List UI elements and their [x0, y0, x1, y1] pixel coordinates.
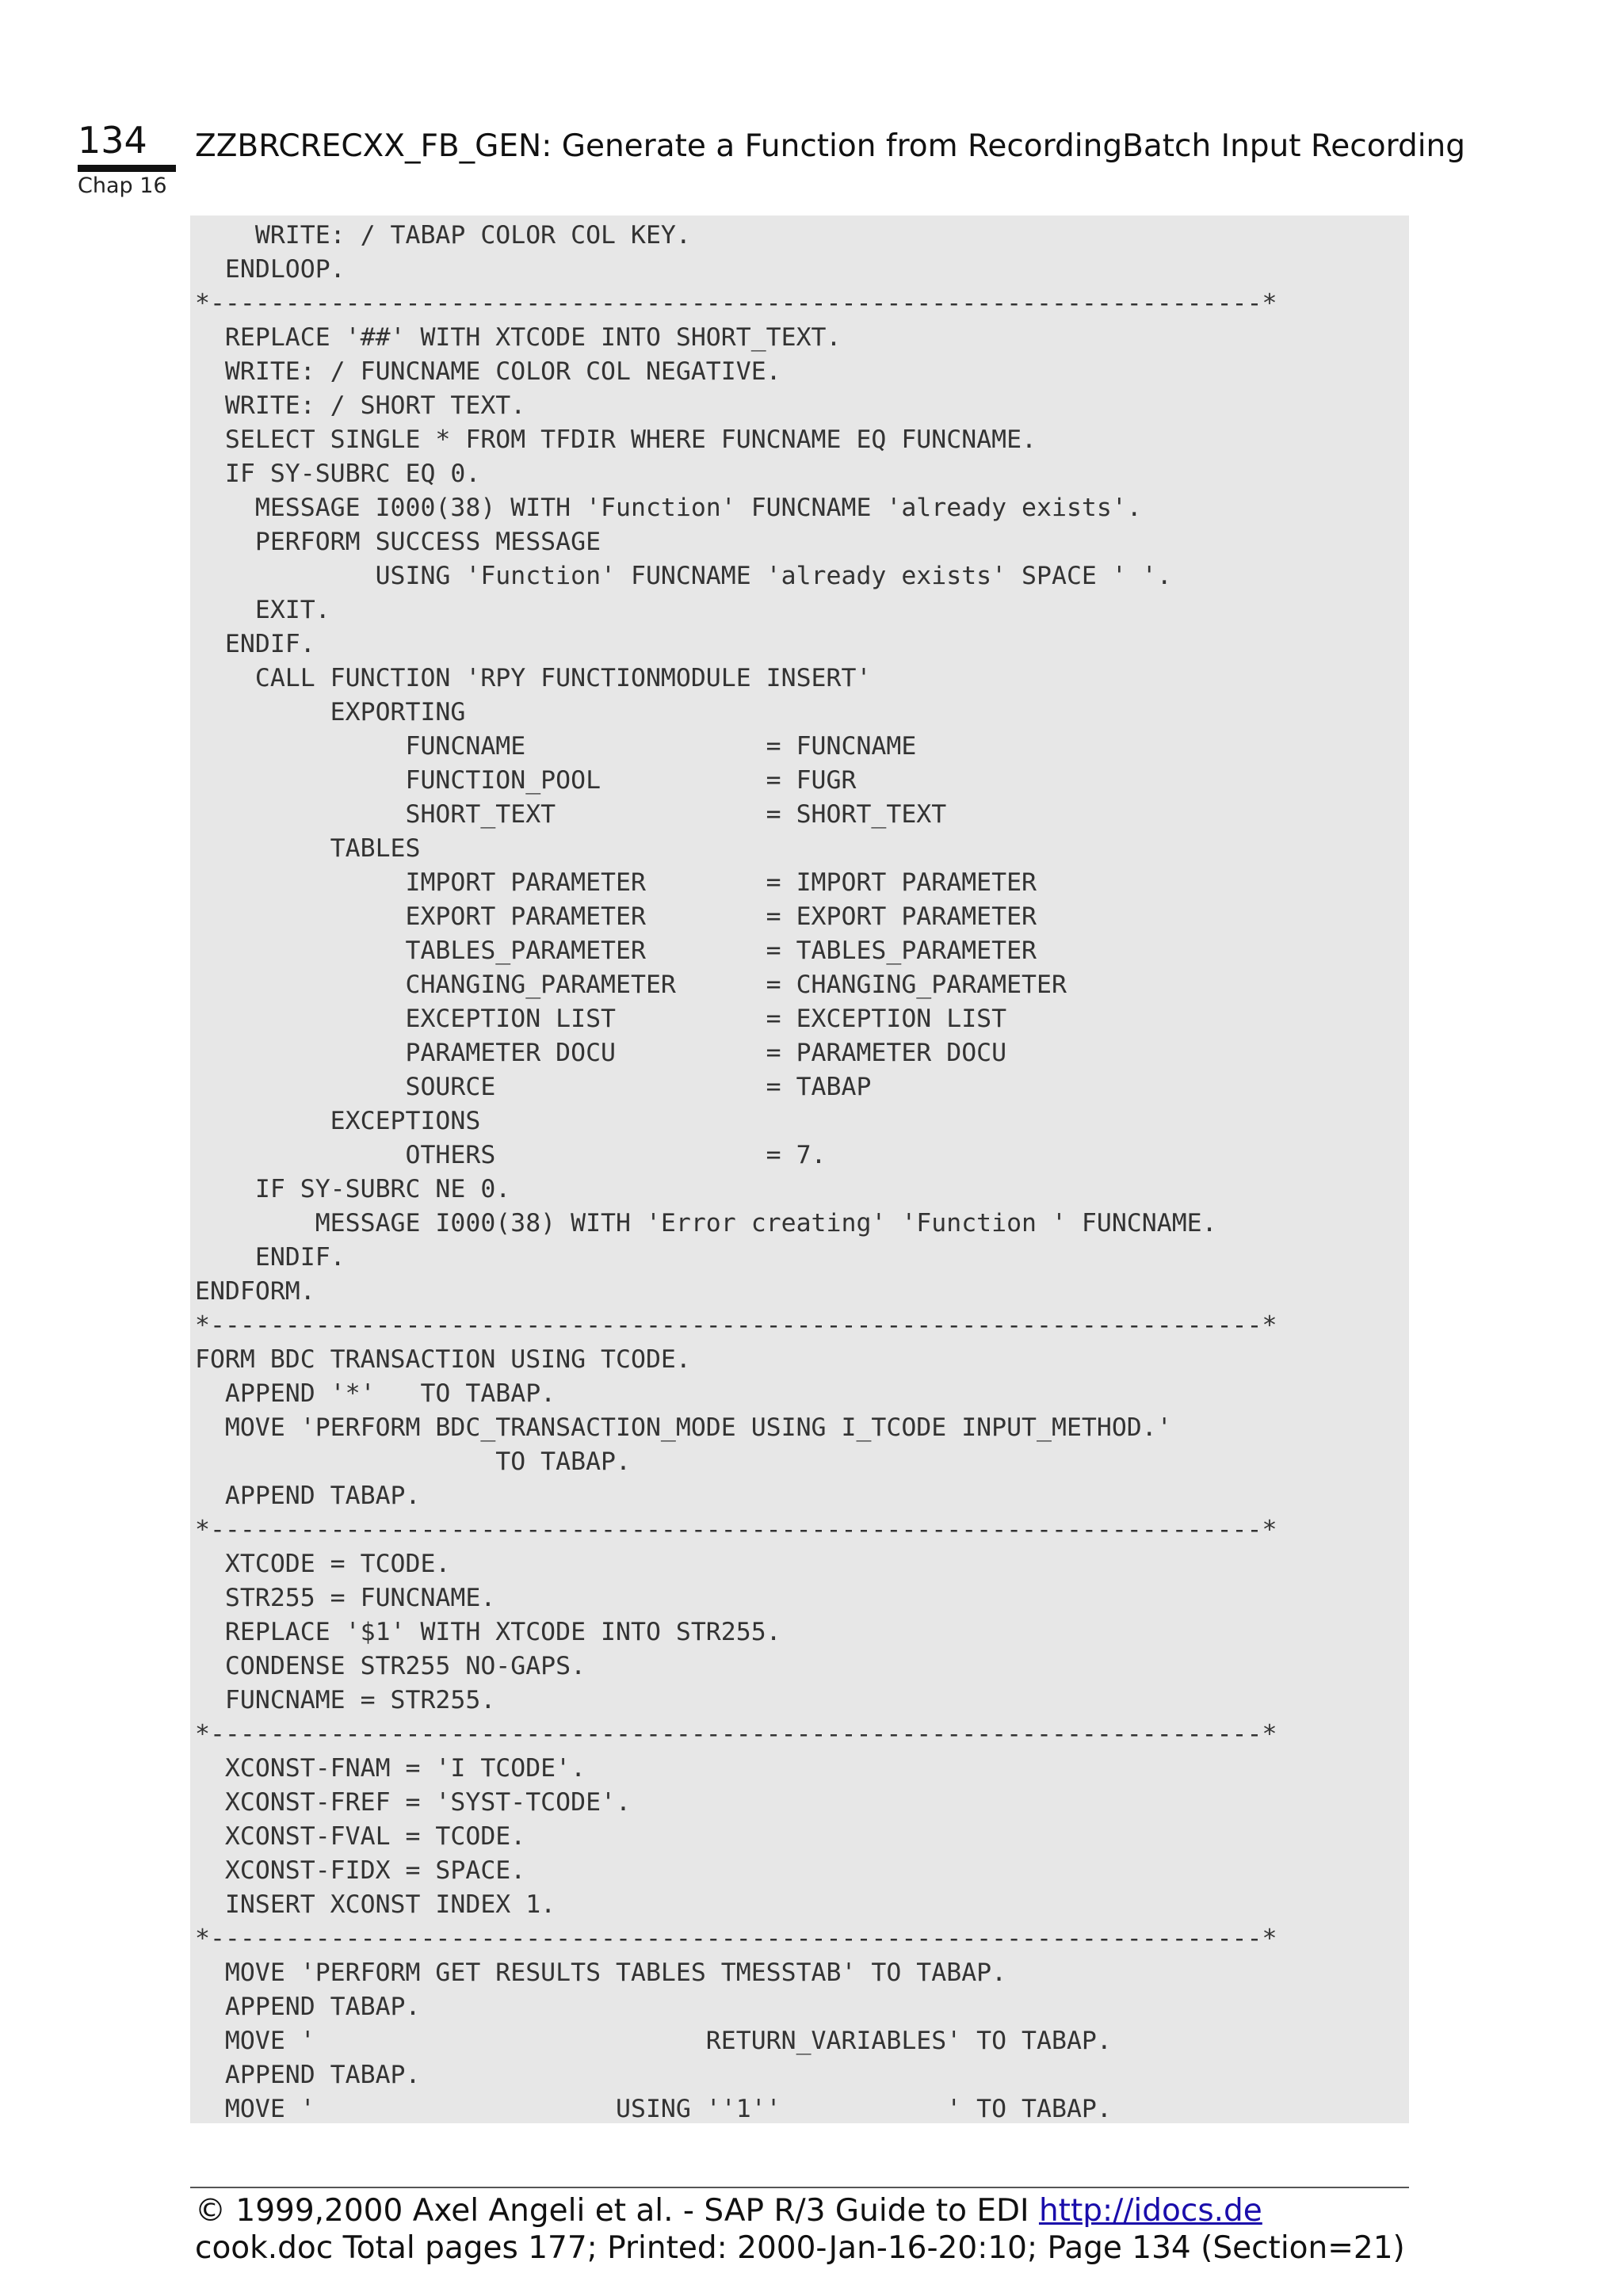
- code-line: *----------------------------------------------------------------------*: [195, 1720, 1277, 1749]
- code-line: MOVE 'PERFORM BDC_TRANSACTION_MODE USING I_TCODE INPUT_METHOD.': [195, 1413, 1172, 1442]
- code-line: *----------------------------------------------------------------------*: [195, 289, 1277, 318]
- code-line: ENDFORM.: [195, 1277, 315, 1306]
- chapter-label: Chap 16: [78, 174, 167, 198]
- code-line: REPLACE '##' WITH XTCODE INTO SHORT_TEXT.: [195, 323, 842, 352]
- code-line: TABLES: [195, 834, 421, 863]
- code-line: TO TABAP.: [195, 1447, 631, 1476]
- footer-print-info: cook.doc Total pages 177; Printed: 2000-Jan-16-20:10; Page 134 (Section=21): [195, 2230, 1405, 2266]
- code-line: USING 'Function' FUNCNAME 'already exists' SPACE ' '.: [195, 562, 1172, 590]
- code-line: CONDENSE STR255 NO-GAPS.: [195, 1652, 586, 1680]
- code-line: FUNCNAME = STR255.: [195, 1686, 496, 1714]
- code-line: XCONST-FREF = 'SYST-TCODE'.: [195, 1788, 631, 1817]
- code-line: INSERT XCONST INDEX 1.: [195, 1890, 556, 1919]
- code-line: SELECT SINGLE * FROM TFDIR WHERE FUNCNAME EQ FUNCNAME.: [195, 425, 1037, 454]
- code-line: REPLACE '$1' WITH XTCODE INTO STR255.: [195, 1618, 781, 1646]
- code-line: XCONST-FVAL = TCODE.: [195, 1822, 526, 1851]
- code-line: IMPORT PARAMETER = IMPORT PARAMETER: [195, 868, 1037, 897]
- code-line: IF SY-SUBRC NE 0.: [195, 1175, 511, 1203]
- code-line: MESSAGE I000(38) WITH 'Error creating' 'Function ' FUNCNAME.: [195, 1209, 1217, 1238]
- code-line: EXPORT PARAMETER = EXPORT PARAMETER: [195, 902, 1037, 931]
- code-line: SHORT_TEXT = SHORT_TEXT: [195, 800, 947, 829]
- code-line: STR255 = FUNCNAME.: [195, 1584, 496, 1612]
- page-number-underline: [78, 165, 176, 172]
- code-line: CALL FUNCTION 'RPY FUNCTIONMODULE INSERT': [195, 664, 872, 692]
- code-line: ENDLOOP.: [195, 255, 346, 284]
- code-line: XCONST-FNAM = 'I TCODE'.: [195, 1754, 586, 1783]
- footer-divider: [190, 2187, 1409, 2188]
- code-line: *----------------------------------------------------------------------*: [195, 1311, 1277, 1340]
- code-line: XCONST-FIDX = SPACE.: [195, 1856, 526, 1885]
- code-line: *----------------------------------------------------------------------*: [195, 1924, 1277, 1953]
- code-line: MOVE 'PERFORM GET RESULTS TABLES TMESSTAB' TO TABAP.: [195, 1958, 1007, 1987]
- code-line: MOVE ' RETURN_VARIABLES' TO TABAP.: [195, 2027, 1112, 2055]
- code-line: FUNCNAME = FUNCNAME: [195, 732, 917, 761]
- code-line: EXCEPTIONS: [195, 1107, 481, 1135]
- code-line: TABLES_PARAMETER = TABLES_PARAMETER: [195, 936, 1037, 965]
- code-line: XTCODE = TCODE.: [195, 1550, 451, 1578]
- code-line: CHANGING_PARAMETER = CHANGING_PARAMETER: [195, 971, 1067, 999]
- code-line: PERFORM SUCCESS MESSAGE: [195, 528, 601, 556]
- copyright-text: © 1999,2000 Axel Angeli et al. - SAP R/3 Guide to EDI: [195, 2193, 1029, 2229]
- code-line: WRITE: / FUNCNAME COLOR COL NEGATIVE.: [195, 357, 781, 386]
- code-line: ENDIF.: [195, 630, 315, 658]
- footer-copyright: [195, 2192, 1262, 2230]
- code-line: WRITE: / TABAP COLOR COL KEY.: [195, 221, 691, 250]
- code-line: SOURCE = TABAP: [195, 1073, 872, 1101]
- code-line: FUNCTION_POOL = FUGR: [195, 766, 857, 795]
- code-line: EXIT.: [195, 596, 330, 624]
- code-line: MOVE ' USING ''1'' ' TO TABAP.: [195, 2095, 1112, 2123]
- code-line: ENDIF.: [195, 1243, 346, 1272]
- code-line: PARAMETER DOCU = PARAMETER DOCU: [195, 1039, 1007, 1067]
- code-line: MESSAGE I000(38) WITH 'Function' FUNCNAME 'already exists'.: [195, 494, 1142, 522]
- website-link[interactable]: http://idocs.de: [1038, 2193, 1262, 2229]
- code-line: APPEND TABAP.: [195, 1993, 421, 2021]
- code-line: APPEND TABAP.: [195, 1482, 421, 1510]
- code-line: FORM BDC TRANSACTION USING TCODE.: [195, 1345, 691, 1374]
- page-title: ZZBRCRECXX_FB_GEN: Generate a Function from RecordingBatch Input Recording: [195, 128, 1466, 164]
- code-line: EXCEPTION LIST = EXCEPTION LIST: [195, 1005, 1007, 1033]
- code-line: *----------------------------------------------------------------------*: [195, 1516, 1277, 1544]
- code-line: WRITE: / SHORT TEXT.: [195, 391, 526, 420]
- code-line: APPEND TABAP.: [195, 2061, 421, 2089]
- page-number: 134: [78, 119, 147, 162]
- code-line: EXPORTING: [195, 698, 466, 727]
- code-line: IF SY-SUBRC EQ 0.: [195, 460, 481, 488]
- code-line: APPEND '*' TO TABAP.: [195, 1379, 556, 1408]
- code-line: OTHERS = 7.: [195, 1141, 827, 1169]
